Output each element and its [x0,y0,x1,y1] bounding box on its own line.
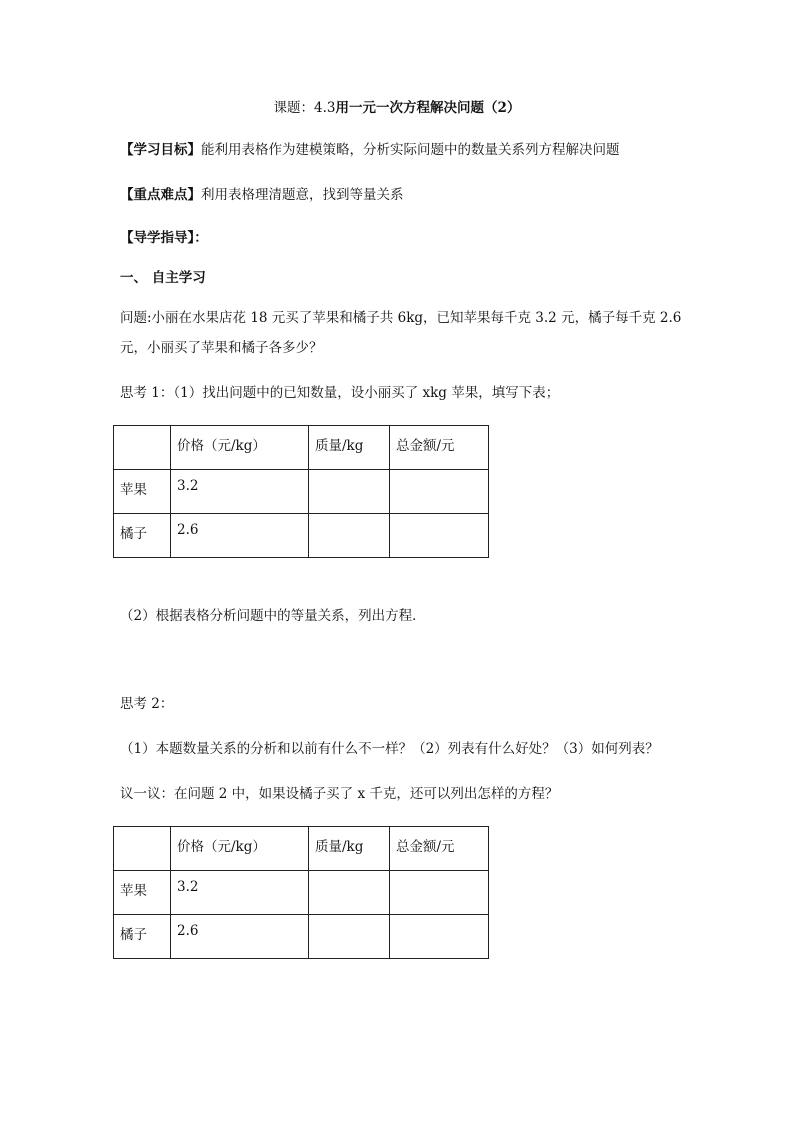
key-difficulty-text: 利用表格理清题意，找到等量关系 [201,187,404,203]
table-cell-blank[interactable] [390,915,489,959]
table-cell: 2.6 [171,915,309,959]
table-header-row [114,827,489,871]
table-header-cell [114,827,171,871]
table-row [114,915,489,959]
learning-goal-label: 【学习目标】 [120,142,201,158]
table-header-cell: 质量/kg [309,426,390,470]
problem-line-1: 问题:小丽在水果店花 18 元买了苹果和橘子共 6kg，已知苹果每千克 3.2 元，橘子每千克 2.6 [120,310,682,326]
section-heading-self-study: 一、 自主学习 [120,270,206,286]
table-cell-blank[interactable] [390,514,489,558]
table-cell: 苹果 [114,470,171,514]
learning-goal [120,140,620,160]
discussion-prompt: 议一议：在问题 2 中，如果设橘子买了 x 千克，还可以列出怎样的方程？ [120,786,559,802]
table-cell-blank[interactable] [390,470,489,514]
table-cell: 苹果 [114,871,171,915]
think-2-questions: （1）本题数量关系的分析和以前有什么不一样？（2）列表有什么好处？（3）如何列表？ [120,741,659,757]
table-row [114,871,489,915]
table-row [114,514,489,558]
lesson-title-main: 用一元一次方程解决问题（2） [335,100,521,116]
lesson-title-prefix: 课题：4.3 [273,100,336,116]
guide-heading: 【导学指导】： [120,230,208,246]
table-header-cell: 价格（元/kg） [171,827,309,871]
table-cell-blank[interactable] [309,514,390,558]
table-header-cell: 质量/kg [309,827,390,871]
learning-goal-text: 能利用表格作为建模策略，分析实际问题中的数量关系列方程解决问题 [201,142,620,158]
table-cell: 3.2 [171,470,309,514]
table-row [114,470,489,514]
table-cell-blank[interactable] [309,915,390,959]
table-cell: 橘子 [114,915,171,959]
lesson-title [0,98,794,118]
table-cell-blank[interactable] [309,871,390,915]
think-1-prompt: 思考 1：（1）找出问题中的已知数量，设小丽买了 xkg 苹果，填写下表； [120,385,560,401]
think-1-part-2: （2）根据表格分析问题中的等量关系，列出方程． [120,608,426,624]
table-header-cell: 总金额/元 [390,827,489,871]
table-header-cell: 总金额/元 [390,426,489,470]
table-cell: 3.2 [171,871,309,915]
table-cell: 橘子 [114,514,171,558]
table-header-cell [114,426,171,470]
problem-line-2: 元，小丽买了苹果和橘子各多少？ [120,340,323,356]
key-difficulty-label: 【重点难点】 [120,187,201,203]
data-table-2 [113,826,489,959]
think-2-heading: 思考 2： [120,696,174,712]
table-header-cell: 价格（元/kg） [171,426,309,470]
table-cell: 2.6 [171,514,309,558]
key-difficulty [120,185,404,205]
table-cell-blank[interactable] [309,470,390,514]
table-header-row [114,426,489,470]
data-table-1 [113,425,489,558]
table-cell-blank[interactable] [390,871,489,915]
